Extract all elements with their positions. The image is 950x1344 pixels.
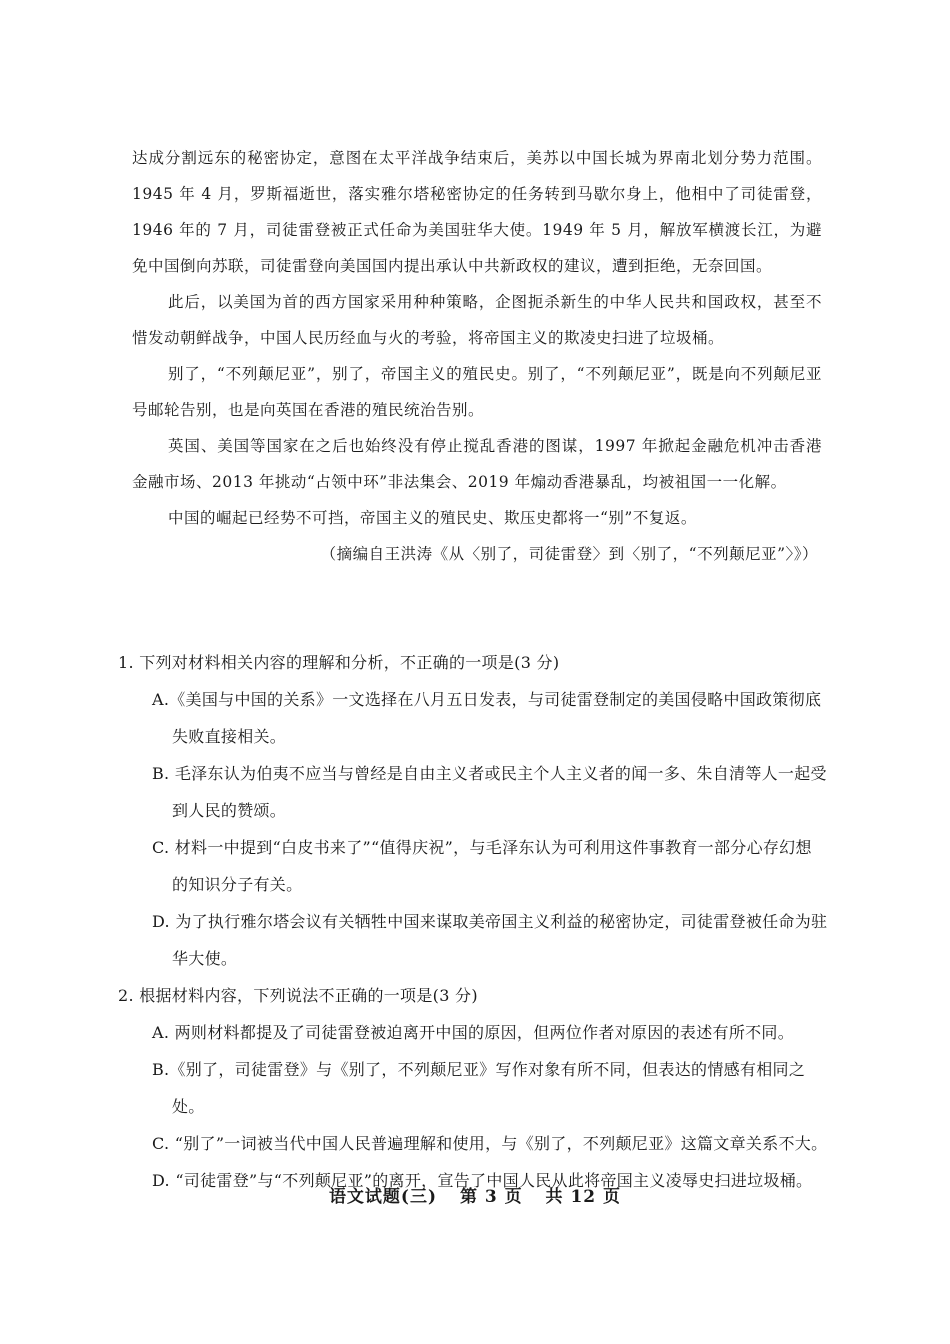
option-d: D. 为了执行雅尔塔会议有关牺牲中国来谋取美帝国主义利益的秘密协定，司徒雷登被任命为驻华大使。 bbox=[152, 912, 828, 968]
question-list bbox=[118, 644, 828, 1199]
option-b: B.《别了，司徒雷登》与《别了，不列颠尼亚》写作对象有所不同，但表达的情感有相同之处。 bbox=[152, 1060, 806, 1116]
page-footer bbox=[0, 1182, 950, 1207]
question-2 bbox=[118, 977, 828, 1199]
option-a: A.《美国与中国的关系》一文选择在八月五日发表，与司徒雷登制定的美国侵略中国政策彻底失败直接相关。 bbox=[152, 690, 822, 746]
question-stem: 2. 根据材料内容，下列说法不正确的一项是(3 分) bbox=[118, 986, 478, 1005]
option-d: D. “司徒雷登”与“不列颠尼亚”的离开，宣告了中国人民从此将帝国主义凌辱史扫进垃圾桶。 bbox=[152, 1171, 813, 1190]
passage-paragraph: 中国的崛起已经势不可挡，帝国主义的殖民史、欺压史都将一“别”不复返。 bbox=[168, 509, 697, 527]
footer-subject: 语文试题(三) bbox=[328, 1187, 438, 1207]
passage-paragraph: 别了，“不列颠尼亚”，别了，帝国主义的殖民史。别了，“不列颠尼亚”，既是向不列颠尼亚号邮轮告别，也是向英国在香港的殖民统治告别。 bbox=[132, 365, 822, 419]
option-c: C. 材料一中提到“白皮书来了”“值得庆祝”，与毛泽东认为可利用这件事教育一部分心存幻想的知识分子有关。 bbox=[152, 838, 812, 894]
passage-paragraph: 英国、美国等国家在之后也始终没有停止搅乱香港的图谋，1997 年掀起金融危机冲击香港金融市场、2013 年挑动“占领中环”非法集会、2019 年煽动香港暴乱，均被祖国一一化解。 bbox=[132, 437, 822, 491]
question-1 bbox=[118, 644, 828, 977]
footer-total-pages: 共 12 页 bbox=[545, 1187, 622, 1207]
passage-paragraph: 此后，以美国为首的西方国家采用种种策略，企图扼杀新生的中华人民共和国政权，甚至不惜发动朝鲜战争，中国人民历经血与火的考验，将帝国主义的欺凌史扫进了垃圾桶。 bbox=[132, 293, 822, 347]
option-a: A. 两则材料都提及了司徒雷登被迫离开中国的原因，但两位作者对原因的表述有所不同。 bbox=[152, 1023, 795, 1042]
option-b: B. 毛泽东认为伯夷不应当与曾经是自由主义者或民主个人主义者的闻一多、朱自清等人一起受到人民的赞颂。 bbox=[152, 764, 827, 820]
option-c: C. “别了”一词被当代中国人民普遍理解和使用，与《别了，不列颠尼亚》这篇文章关系不大。 bbox=[152, 1134, 828, 1153]
question-stem: 1. 下列对材料相关内容的理解和分析，不正确的一项是(3 分) bbox=[118, 653, 560, 672]
reading-passage bbox=[132, 140, 822, 572]
footer-page-number: 第 3 页 bbox=[459, 1187, 523, 1207]
passage-paragraph: 达成分割远东的秘密协定，意图在太平洋战争结束后，美苏以中国长城为界南北划分势力范围。1945 年 4 月，罗斯福逝世，落实雅尔塔秘密协定的任务转到马歇尔身上，他相中了司徒雷登，1946 年的 7 月，司徒雷登被正式任命为美国驻华大使。1949 年 5 月，解放军横渡长江，为避免中国倒向苏联，司徒雷登向美国国内提出承认中共新政权的建议，遭到拒绝，无奈回国。 bbox=[132, 149, 822, 275]
passage-source: （摘编自王洪涛《从〈别了，司徒雷登〉到〈别了，“不列颠尼亚”〉》） bbox=[320, 545, 818, 563]
